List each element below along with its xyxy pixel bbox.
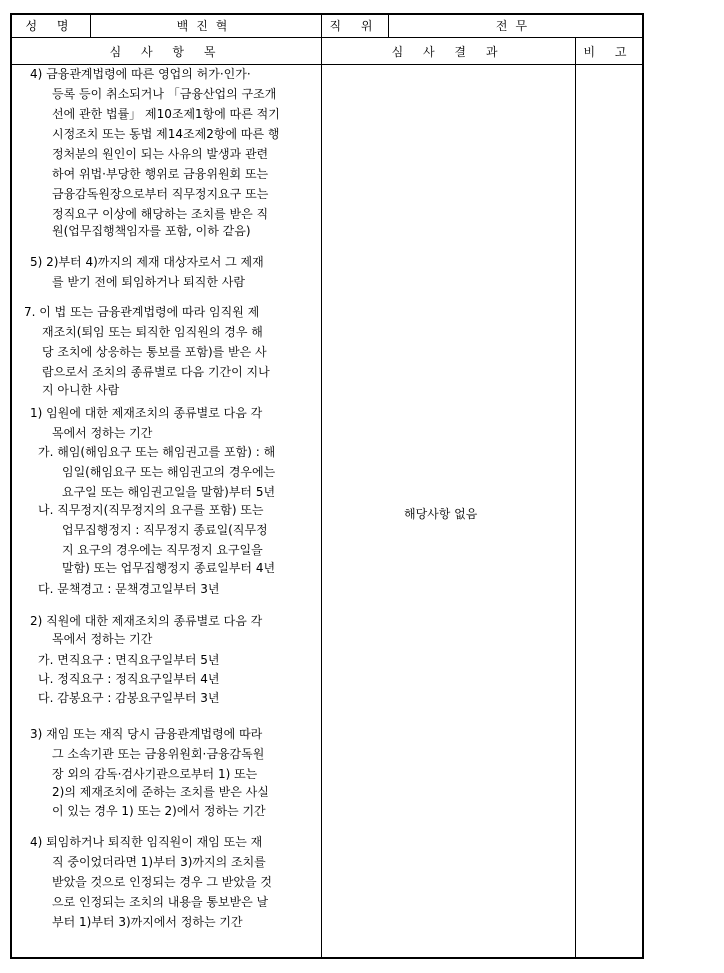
item-line: 금융감독원장으로부터 직무정지요구 또는 xyxy=(52,187,269,201)
name-value-cell xyxy=(91,14,321,37)
item-line: 2)의 제재조치에 준하는 조치를 받은 사실 xyxy=(52,785,269,799)
item-line: 그 소속기관 또는 금융위원회·금융감독원 xyxy=(52,747,265,761)
item-line: 재조치(퇴임 또는 퇴직한 임직원의 경우 해 xyxy=(42,325,263,339)
item-line: 3) 재임 또는 재직 당시 금융관계법령에 따라 xyxy=(30,727,263,741)
item-line: 4) 금융관계법령에 따른 영업의 허가·인가· xyxy=(30,67,251,81)
item-line: 5) 2)부터 4)까지의 제재 대상자로서 그 제재 xyxy=(30,255,264,269)
items-header-cell xyxy=(12,38,321,64)
result-header: 심 사 결 과 xyxy=(391,44,506,59)
remarks-header: 비 고 xyxy=(583,44,635,59)
item-line: 7. 이 법 또는 금융관계법령에 따라 임직원 제 xyxy=(24,305,260,319)
item-line: 를 받기 전에 퇴임하거나 퇴직한 사람 xyxy=(52,275,245,289)
item-line: 가. 해임(해임요구 또는 해임권고를 포함) : 해 xyxy=(38,445,276,459)
column-divider-items xyxy=(321,37,322,959)
item-line: 나. 직무정지(직무정지의 요구를 포함) 또는 xyxy=(38,503,264,517)
item-line: 2) 직원에 대한 제재조치의 종류별로 다음 각 xyxy=(30,614,263,628)
item-line: 지 요구의 경우에는 직무정지 요구일을 xyxy=(62,543,263,557)
item-line: 임일(해임요구 또는 해임권고의 경우에는 xyxy=(62,465,276,479)
item-line: 부터 1)부터 3)까지에서 정하는 기간 xyxy=(52,915,243,929)
column-divider-remarks xyxy=(575,37,576,959)
items-header: 심 사 항 목 xyxy=(109,44,224,59)
item-line: 시정조치 또는 동법 제14조제2항에 따른 행 xyxy=(52,127,280,141)
item-line: 직 중이었더라면 1)부터 3)까지의 조치를 xyxy=(52,855,266,869)
item-line: 당 조치에 상응하는 통보를 포함)를 받은 사 xyxy=(42,345,267,359)
item-line: 요구일 또는 해임권고일을 말함)부터 5년 xyxy=(62,485,276,499)
item-line: 나. 정직요구 : 정직요구일부터 4년 xyxy=(38,672,220,686)
item-line: 가. 면직요구 : 면직요구일부터 5년 xyxy=(38,653,220,667)
position-value-cell xyxy=(389,14,642,37)
position-label: 직 위 xyxy=(329,19,381,33)
item-line: 받았을 것으로 인정되는 경우 그 받았을 것 xyxy=(52,875,272,889)
item-line: 1) 임원에 대한 제재조치의 종류별로 다음 각 xyxy=(30,406,263,420)
position-label-cell xyxy=(322,14,388,37)
remarks-header-cell xyxy=(576,38,642,64)
item-line: 4) 퇴임하거나 퇴직한 임직원이 재임 또는 재 xyxy=(30,835,263,849)
item-line: 원(업무집행책임자를 포함, 이하 같음) xyxy=(52,224,251,238)
item-line: 람으로서 조치의 종류별로 다음 기간이 지나 xyxy=(42,365,270,379)
item-line: 등록 등이 취소되거나 「금융산업의 구조개 xyxy=(52,87,277,101)
item-line: 이 있는 경우 1) 또는 2)에서 정하는 기간 xyxy=(52,804,266,818)
item-line: 목에서 정하는 기간 xyxy=(52,426,153,440)
item-line: 목에서 정하는 기간 xyxy=(52,632,153,646)
position-value: 전무 xyxy=(495,19,536,33)
item-line: 다. 감봉요구 : 감봉요구일부터 3년 xyxy=(38,691,220,705)
item-line: 정처분의 원인이 되는 사유의 발생과 관련 xyxy=(52,147,269,161)
item-line: 정직요구 이상에 해당하는 조치를 받은 직 xyxy=(52,207,269,221)
result-text: 해당사항 없음 xyxy=(404,507,478,521)
item-line: 으로 인정되는 조치의 내용을 통보받은 날 xyxy=(52,895,269,909)
item-line: 말함) 또는 업무집행정지 종료일부터 4년 xyxy=(62,561,276,575)
name-value: 백진혁 xyxy=(176,19,236,33)
item-line: 하여 위법·부당한 행위로 금융위원회 또는 xyxy=(52,167,269,181)
item-line: 다. 문책경고 : 문책경고일부터 3년 xyxy=(38,582,220,596)
item-line: 선에 관한 법률」 제10조제1항에 따른 적기 xyxy=(52,107,280,121)
name-label: 성 명 xyxy=(25,19,77,33)
name-label-cell xyxy=(12,14,90,37)
item-line: 지 아니한 사람 xyxy=(42,383,120,397)
result-header-cell xyxy=(322,38,575,64)
item-line: 업무집행정지 : 직무정지 종료일(직무정 xyxy=(62,523,268,537)
item-line: 장 외의 감독·검사기관으로부터 1) 또는 xyxy=(52,767,258,781)
